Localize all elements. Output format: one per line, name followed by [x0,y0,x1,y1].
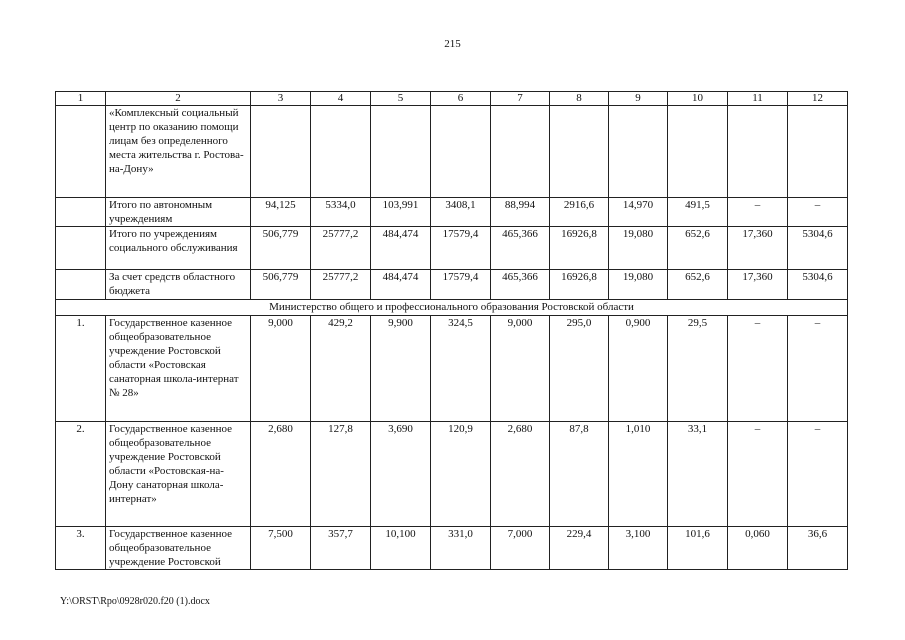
value-cell: 9,900 [371,316,431,422]
value-cell: 16926,8 [550,270,609,300]
value-cell: 652,6 [668,227,728,270]
table-row [56,198,848,227]
institution-name-cell: Итого по автономным учреждениям [106,198,251,227]
table-row [56,527,848,570]
value-cell: 19,080 [609,270,668,300]
value-cell: – [788,422,848,527]
value-cell: 7,500 [251,527,311,570]
value-cell: 9,000 [491,316,550,422]
value-cell [311,106,371,198]
value-cell: 7,000 [491,527,550,570]
table-row [56,316,848,422]
value-cell: 229,4 [550,527,609,570]
institution-name-cell: За счет средств областного бюджета [106,270,251,300]
value-cell [251,106,311,198]
value-cell: 2916,6 [550,198,609,227]
value-cell: 87,8 [550,422,609,527]
header-cell: 6 [431,92,491,106]
value-cell: 25777,2 [311,270,371,300]
value-cell: 295,0 [550,316,609,422]
value-cell: 19,080 [609,227,668,270]
value-cell: 17,360 [728,227,788,270]
value-cell: 465,366 [491,270,550,300]
value-cell: 0,900 [609,316,668,422]
value-cell [371,106,431,198]
value-cell: 3408,1 [431,198,491,227]
value-cell [491,106,550,198]
value-cell: 484,474 [371,270,431,300]
value-cell: 29,5 [668,316,728,422]
value-cell: 25777,2 [311,227,371,270]
value-cell: 357,7 [311,527,371,570]
value-cell: 103,991 [371,198,431,227]
table-row [56,270,848,300]
header-cell: 7 [491,92,550,106]
row-number-cell [56,198,106,227]
table-row [56,422,848,527]
value-cell: 2,680 [251,422,311,527]
header-row [56,92,848,106]
header-cell: 3 [251,92,311,106]
section-row [56,300,848,316]
page-number: 215 [444,38,461,50]
row-number-cell: 2. [56,422,106,527]
value-cell: 324,5 [431,316,491,422]
value-cell: 10,100 [371,527,431,570]
value-cell [431,106,491,198]
header-cell: 8 [550,92,609,106]
section-title: Министерство общего и профессионального образования Ростовской области [56,300,848,316]
value-cell: 88,994 [491,198,550,227]
institution-name-cell: Государственное казенное общеобразовательное учреждение Ростовской области «Ростовская санаторная школа-интернат № 28» [106,316,251,422]
value-cell: 5304,6 [788,270,848,300]
value-cell: 484,474 [371,227,431,270]
institution-name-cell: Итого по учреждениям социального обслуживания [106,227,251,270]
value-cell: 652,6 [668,270,728,300]
value-cell: 2,680 [491,422,550,527]
value-cell: 0,060 [728,527,788,570]
value-cell: – [728,422,788,527]
value-cell: 101,6 [668,527,728,570]
value-cell: 465,366 [491,227,550,270]
value-cell: 17579,4 [431,270,491,300]
footer-file-path: Y:\ORST\Rpo\0928r020.f20 (1).docx [60,596,210,607]
value-cell: 36,6 [788,527,848,570]
value-cell [668,106,728,198]
value-cell: – [788,198,848,227]
value-cell [609,106,668,198]
row-number-cell: 1. [56,316,106,422]
value-cell: 5334,0 [311,198,371,227]
value-cell: 33,1 [668,422,728,527]
header-cell: 9 [609,92,668,106]
institution-name-cell: «Комплексный социальный центр по оказанию помощи лицам без определенного места жительства г. Ростова-на-Дону» [106,106,251,198]
value-cell [788,106,848,198]
value-cell: 16926,8 [550,227,609,270]
header-cell: 2 [106,92,251,106]
value-cell: 127,8 [311,422,371,527]
value-cell: 3,690 [371,422,431,527]
row-number-cell [56,227,106,270]
value-cell: 14,970 [609,198,668,227]
value-cell: 120,9 [431,422,491,527]
institution-name-cell: Государственное казенное общеобразовательное учреждение Ростовской области «Ростовская-на-Дону санаторная школа-интернат» [106,422,251,527]
header-cell: 10 [668,92,728,106]
value-cell: 506,779 [251,270,311,300]
value-cell: 9,000 [251,316,311,422]
institution-name-cell: Государственное казенное общеобразовательное учреждение Ростовской [106,527,251,570]
value-cell: 491,5 [668,198,728,227]
header-cell: 12 [788,92,848,106]
table-row [56,227,848,270]
value-cell [728,106,788,198]
row-number-cell [56,270,106,300]
value-cell: 17,360 [728,270,788,300]
header-cell: 4 [311,92,371,106]
row-number-cell: 3. [56,527,106,570]
value-cell: – [728,316,788,422]
row-number-cell [56,106,106,198]
value-cell: 5304,6 [788,227,848,270]
header-cell: 1 [56,92,106,106]
value-cell: 506,779 [251,227,311,270]
value-cell: 94,125 [251,198,311,227]
value-cell: 1,010 [609,422,668,527]
value-cell: 331,0 [431,527,491,570]
header-cell: 11 [728,92,788,106]
value-cell: – [728,198,788,227]
value-cell: 3,100 [609,527,668,570]
table-row [56,106,848,198]
value-cell [550,106,609,198]
value-cell: 17579,4 [431,227,491,270]
value-cell: 429,2 [311,316,371,422]
header-cell: 5 [371,92,431,106]
value-cell: – [788,316,848,422]
data-table [55,91,848,570]
